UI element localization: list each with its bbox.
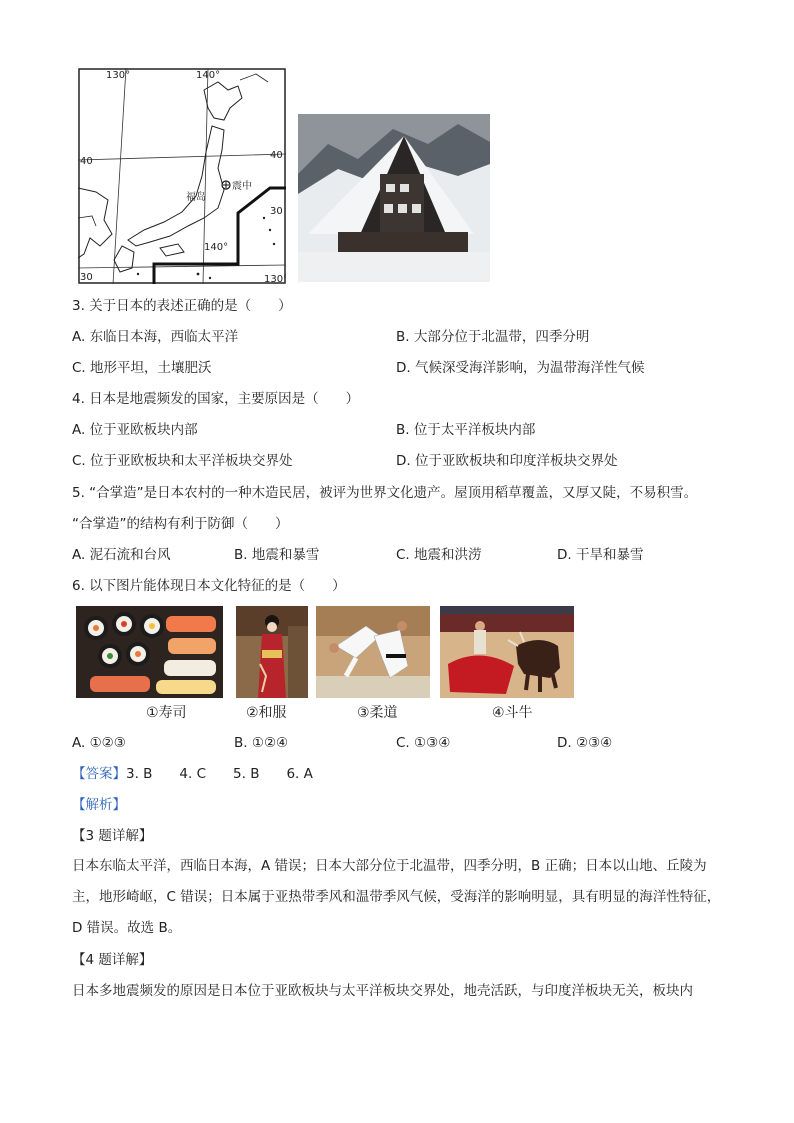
bullfight-photo xyxy=(440,606,574,698)
map-epicenter-label: 震中 xyxy=(232,181,252,192)
caption-sushi: ①寿司 xyxy=(146,705,187,721)
caption-bullfight: ④斗牛 xyxy=(492,705,533,721)
map-lat-label: 40 xyxy=(80,156,93,167)
map-lat-label: 30 xyxy=(270,206,283,217)
japan-map-drawing xyxy=(78,68,286,284)
q6-option-a[interactable]: A. ①②③ xyxy=(72,735,126,751)
kimono-photo xyxy=(236,606,308,698)
detail4-heading: 【4 题详解】 xyxy=(72,952,153,968)
map-lon-label: 130° xyxy=(264,274,286,284)
map-lon-label: 140° xyxy=(204,242,229,253)
q5-stem-line2: “合掌造”的结构有利于防御（ ） xyxy=(72,516,289,532)
q6-option-b[interactable]: B. ①②④ xyxy=(234,735,289,751)
q5-option-d[interactable]: D. 干旱和暴雪 xyxy=(557,547,644,563)
answer-label: 【答案】 xyxy=(72,766,126,782)
q3-option-a[interactable]: A. 东临日本海，西临太平洋 xyxy=(72,329,239,345)
q4-option-d[interactable]: D. 位于亚欧板块和印度洋板块交界处 xyxy=(396,453,618,469)
map-lon-label: 140° xyxy=(196,70,221,81)
q4-option-b[interactable]: B. 位于太平洋板块内部 xyxy=(396,422,536,438)
map-place-label: 福岛 xyxy=(186,192,206,203)
caption-judo: ③柔道 xyxy=(357,705,398,721)
q4-option-a[interactable]: A. 位于亚欧板块内部 xyxy=(72,422,198,438)
q3-option-b[interactable]: B. 大部分位于北温带，四季分明 xyxy=(396,329,590,345)
judo-photo xyxy=(316,606,430,698)
q3-option-d[interactable]: D. 气候深受海洋影响，为温带海洋性气候 xyxy=(396,360,645,376)
detail3-text: 日本东临太平洋，西临日本海，A 错误；日本大部分位于北温带，四季分明，B 正确；日本以山地、丘陵为主，地形崎岖，C 错误；日本属于亚热带季风和温带季风气候，受海洋的影响明显，具有明显的海洋性特征，D 错误。故选 B。 xyxy=(72,858,721,936)
q4-stem: 4. 日本是地震频发的国家，主要原因是（ ） xyxy=(72,391,360,407)
q5-option-a[interactable]: A. 泥石流和台风 xyxy=(72,547,171,563)
q4-option-c[interactable]: C. 位于亚欧板块和太平洋板块交界处 xyxy=(72,453,293,469)
caption-kimono: ②和服 xyxy=(246,705,287,721)
q3-option-c[interactable]: C. 地形平坦，土壤肥沃 xyxy=(72,360,212,376)
detail4-text: 日本多地震频发的原因是日本位于亚欧板块与太平洋板块交界处，地壳活跃，与印度洋板块无关，板块内 xyxy=(72,983,693,999)
map-lat-label: 30 xyxy=(80,272,93,283)
sushi-photo xyxy=(76,606,223,698)
japan-map xyxy=(78,68,286,284)
q5-option-c[interactable]: C. 地震和洪涝 xyxy=(396,547,482,563)
q5-option-b[interactable]: B. 地震和暴雪 xyxy=(234,547,320,563)
answer-row xyxy=(72,765,313,783)
gassho-house-photo xyxy=(298,114,490,282)
q6-option-c[interactable]: C. ①③④ xyxy=(396,735,451,751)
analysis-label: 【解析】 xyxy=(72,797,126,813)
q6-stem: 6. 以下图片能体现日本文化特征的是（ ） xyxy=(72,578,346,594)
q3-stem: 3. 关于日本的表述正确的是（ ） xyxy=(72,298,292,314)
detail3-heading: 【3 题详解】 xyxy=(72,828,153,844)
q6-option-d[interactable]: D. ②③④ xyxy=(557,735,613,751)
q5-stem-line1: 5. “合掌造”是日本农村的一种木造民居，被评为世界文化遗产。屋顶用稻草覆盖，又厚又陡，不易积雪。 xyxy=(72,485,698,501)
map-lat-label: 40 xyxy=(270,150,283,161)
answer-values: 3. B 4. C 5. B 6. A xyxy=(126,766,313,782)
map-lon-label: 130° xyxy=(106,70,131,81)
